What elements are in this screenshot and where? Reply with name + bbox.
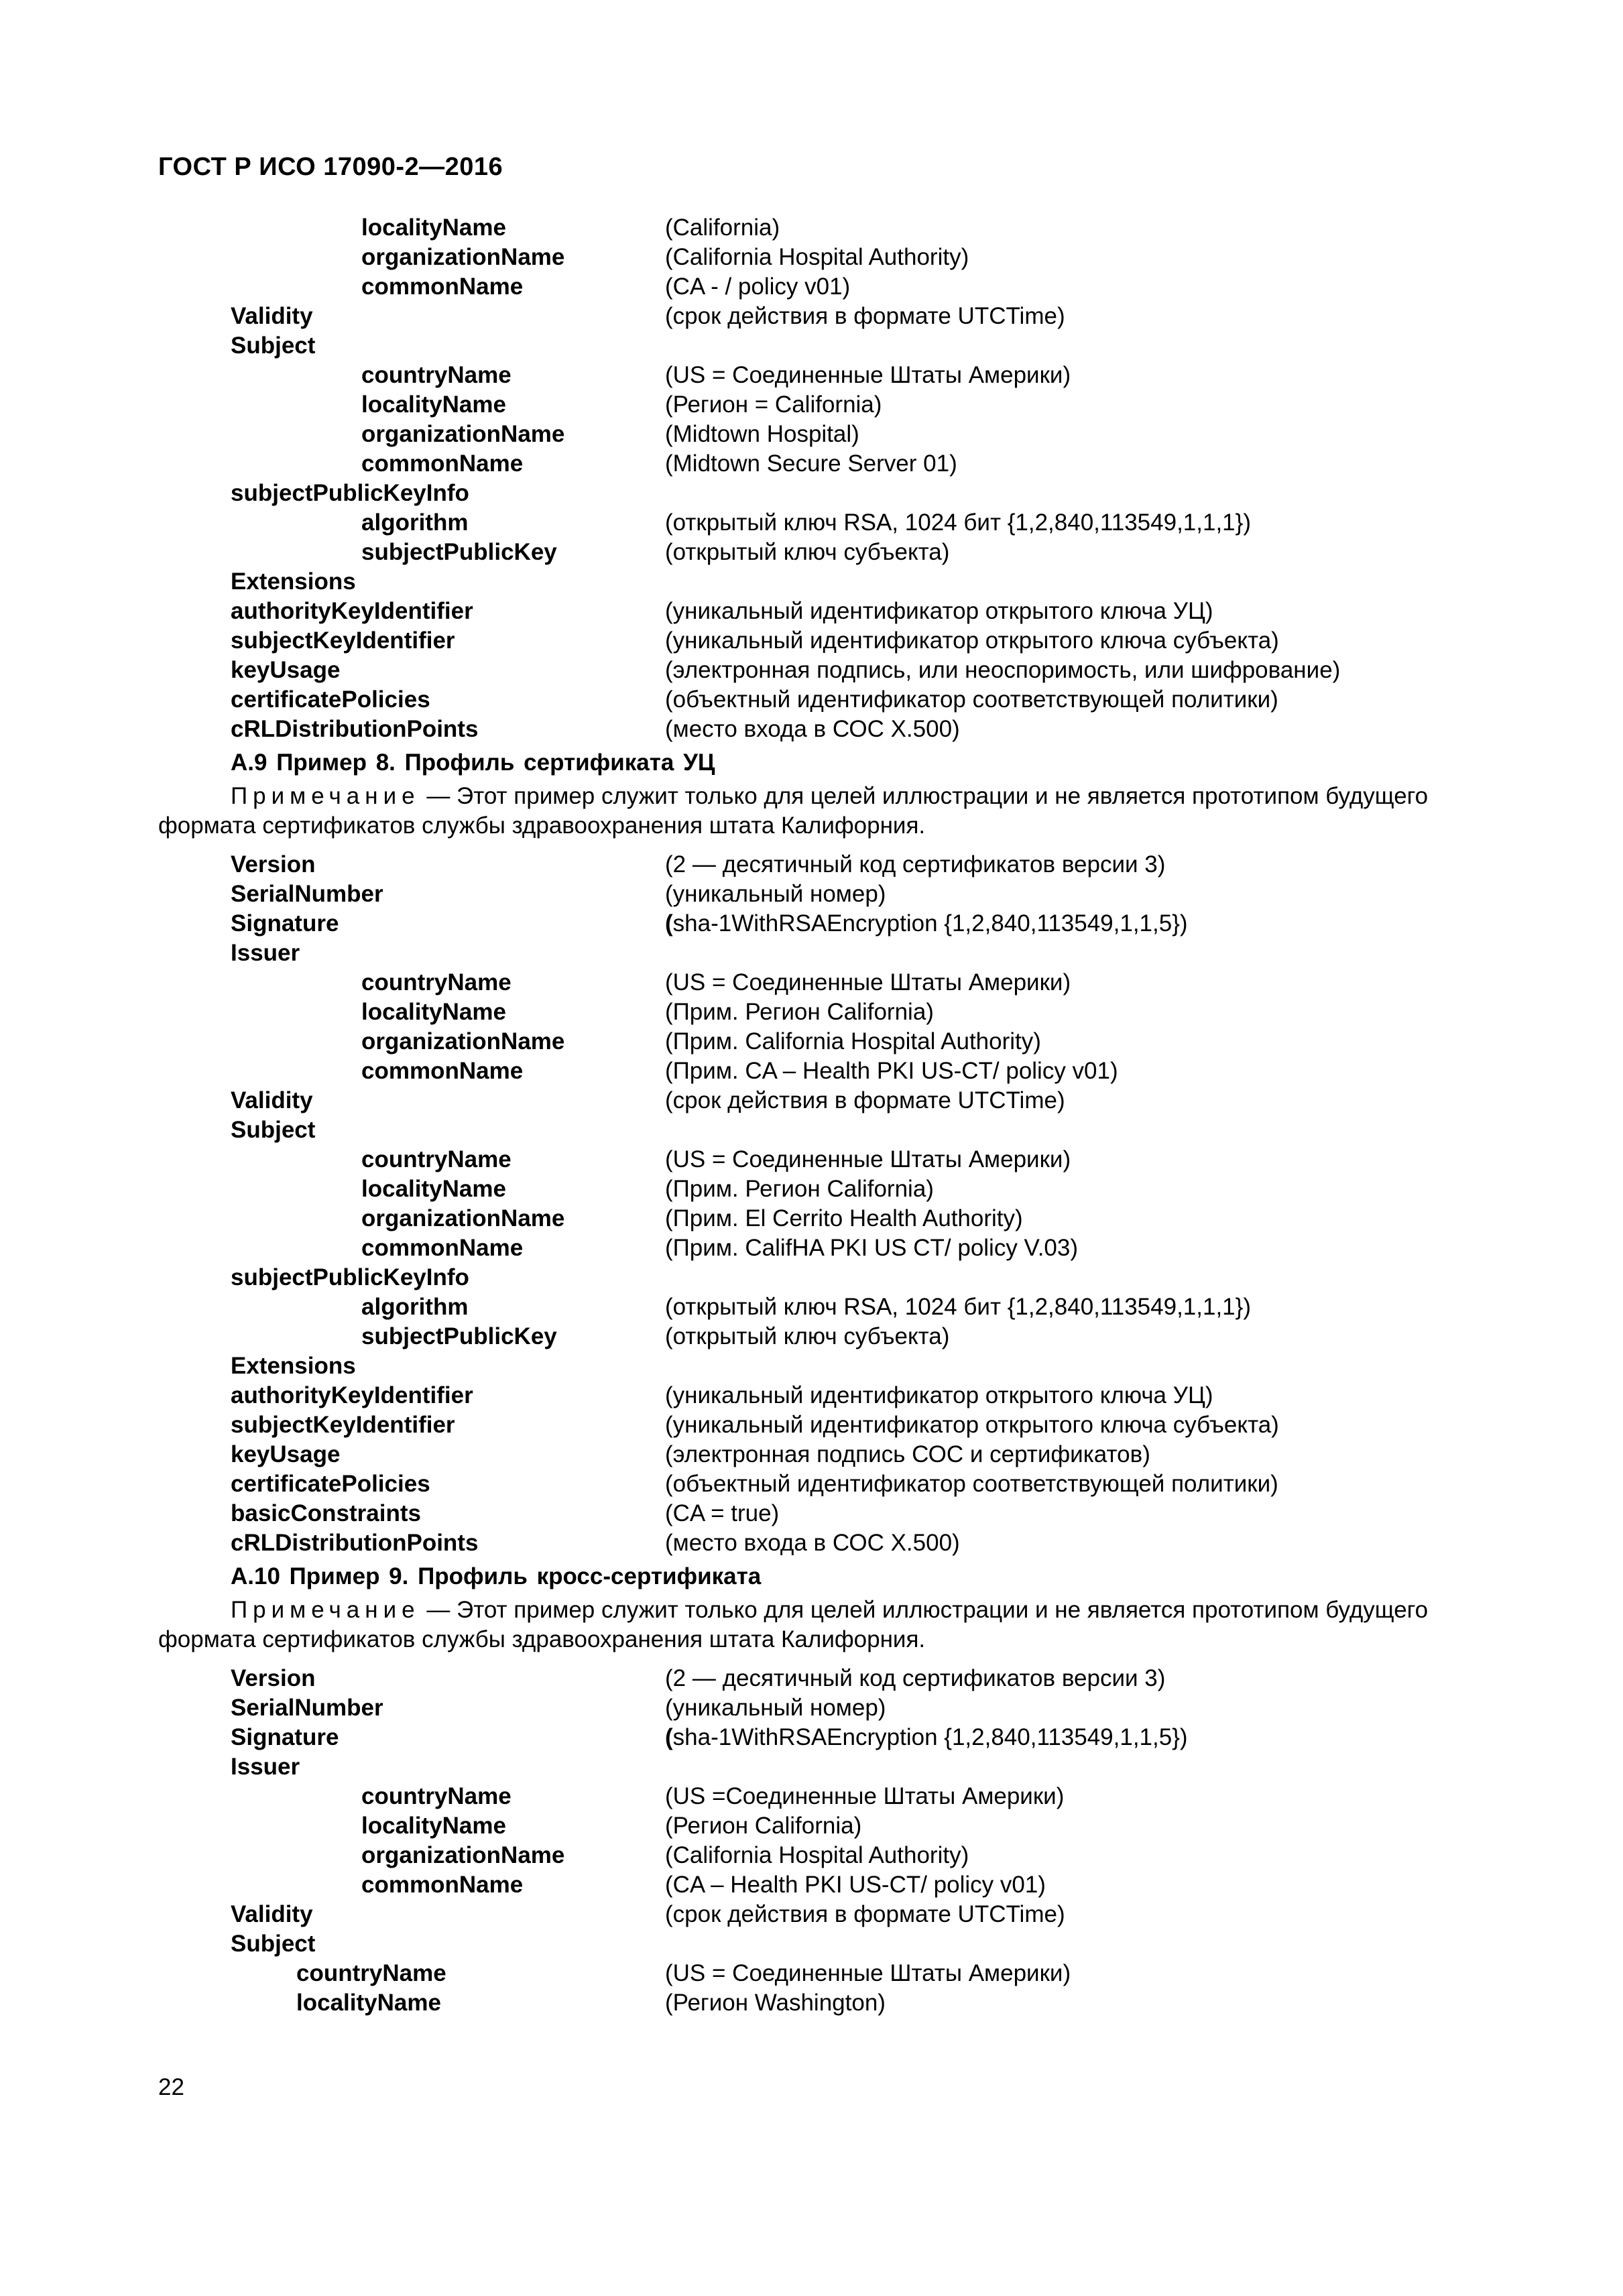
field-name: certificatePolicies	[231, 1471, 430, 1497]
top-certificate-block	[158, 213, 1472, 744]
field-name: countryName	[361, 362, 512, 388]
field-name: organizationName	[361, 1028, 565, 1054]
field-name: commonName	[361, 274, 524, 300]
field-name: Validity	[231, 1901, 313, 1927]
field-name: subjectKeyIdentifier	[231, 627, 455, 654]
field-name: Validity	[231, 303, 313, 329]
note-text: — Этот пример служит только для целей иллюстрации и не является прототипом будущего формата сертификатов службы здравоохранения штата Калифорния.	[158, 1597, 1429, 1652]
field-value	[665, 909, 1188, 939]
field-name: localityName	[361, 1813, 506, 1839]
field-value: (срок действия в формате UTCTime)	[665, 1087, 1065, 1113]
field-value: (US = Соединенные Штаты Америки)	[665, 1960, 1071, 1986]
field-name: commonName	[361, 1872, 524, 1898]
field-row	[158, 1381, 1472, 1410]
field-value: (Регион = California)	[665, 391, 882, 418]
field-row	[158, 715, 1472, 744]
field-name: organizationName	[361, 244, 565, 270]
field-value: (уникальный номер)	[665, 881, 886, 907]
field-value: (место входа в СОС X.500)	[665, 1530, 960, 1556]
page-content	[158, 213, 1472, 2018]
field-row	[158, 968, 1472, 998]
field-row	[158, 1752, 1472, 1782]
field-name: keyUsage	[231, 657, 341, 683]
field-name: certificatePolicies	[231, 686, 430, 713]
field-value: (срок действия в формате UTCTime)	[665, 1901, 1065, 1927]
field-name: countryName	[361, 969, 512, 995]
field-row	[158, 1056, 1472, 1086]
field-name: authorityKeyIdentifier	[231, 1382, 473, 1408]
field-row	[158, 1900, 1472, 1929]
field-row	[158, 1499, 1472, 1528]
field-name: SerialNumber	[231, 881, 383, 907]
field-row	[158, 1693, 1472, 1723]
field-row	[158, 998, 1472, 1027]
field-value: (CA - / policy v01)	[665, 274, 851, 300]
field-value: (Прим. El Cerrito Health Authority)	[665, 1205, 1023, 1231]
field-row	[158, 1723, 1472, 1752]
field-name: cRLDistributionPoints	[231, 716, 479, 742]
field-row	[158, 390, 1472, 420]
field-value: (уникальный идентификатор открытого ключа УЦ)	[665, 598, 1213, 624]
field-value: (электронная подпись СОС и сертификатов)	[665, 1441, 1150, 1467]
field-row	[158, 1292, 1472, 1322]
field-row	[158, 243, 1472, 272]
field-row	[158, 1322, 1472, 1351]
field-name: Signature	[231, 1724, 339, 1750]
section-a9-title: А.9 Пример 8. Профиль сертификата УЦ	[231, 749, 715, 776]
field-name: Extensions	[231, 568, 356, 595]
field-name: localityName	[361, 215, 506, 241]
field-value: (Регион Washington)	[665, 1990, 886, 2016]
field-value: (уникальный идентификатор открытого ключа УЦ)	[665, 1382, 1213, 1408]
field-value: (открытый ключ субъекта)	[665, 1323, 950, 1349]
field-row	[158, 1782, 1472, 1811]
field-value: (объектный идентификатор соответствующей политики)	[665, 686, 1278, 713]
field-name: Validity	[231, 1087, 313, 1113]
field-row	[158, 1870, 1472, 1900]
field-name: subjectPublicKey	[361, 539, 557, 565]
field-row	[158, 850, 1472, 880]
field-name: localityName	[361, 391, 506, 418]
field-row	[158, 302, 1472, 331]
field-row	[158, 1233, 1472, 1263]
field-row	[158, 685, 1472, 715]
field-row	[158, 1959, 1472, 1988]
field-row	[158, 1351, 1472, 1381]
section-a9-profile	[158, 850, 1472, 1558]
field-row	[158, 1664, 1472, 1693]
section-a10-profile	[158, 1664, 1472, 2018]
field-row	[158, 597, 1472, 626]
field-value: (Прим. CalifHA PKI US CT/ policy V.03)	[665, 1235, 1079, 1261]
field-row	[158, 656, 1472, 685]
field-row	[158, 449, 1472, 479]
field-row	[158, 479, 1472, 508]
field-value: (Прим. Регион California)	[665, 1176, 934, 1202]
field-name: Extensions	[231, 1353, 356, 1379]
field-value: (Midtown Secure Server 01)	[665, 450, 957, 477]
field-name: authorityKeyIdentifier	[231, 598, 473, 624]
field-name: localityName	[361, 1176, 506, 1202]
field-row	[158, 508, 1472, 538]
field-name: localityName	[361, 999, 506, 1025]
field-value: (Midtown Hospital)	[665, 421, 859, 447]
field-row	[158, 272, 1472, 302]
field-name: cRLDistributionPoints	[231, 1530, 479, 1556]
field-value: (Прим. California Hospital Authority)	[665, 1028, 1041, 1054]
field-name: subjectKeyIdentifier	[231, 1412, 455, 1438]
field-name: subjectPublicKey	[361, 1323, 557, 1349]
field-row	[158, 1204, 1472, 1233]
note-label: Примечание	[231, 783, 420, 809]
field-name: commonName	[361, 1235, 524, 1261]
field-value: (California Hospital Authority)	[665, 1842, 969, 1868]
field-value: (электронная подпись, или неоспоримость, или шифрование)	[665, 657, 1341, 683]
field-row	[158, 538, 1472, 567]
field-row	[158, 1410, 1472, 1440]
field-row	[158, 1440, 1472, 1469]
field-row	[158, 1929, 1472, 1959]
value-bold-part: (	[665, 1724, 673, 1750]
field-row	[158, 361, 1472, 390]
field-name: algorithm	[361, 1294, 469, 1320]
field-row	[158, 1174, 1472, 1204]
field-name: subjectPublicKeyInfo	[231, 480, 469, 506]
field-value: (US =Соединенные Штаты Америки)	[665, 1783, 1065, 1809]
section-a10-note	[158, 1595, 1499, 1654]
field-value: (место входа в СОС X.500)	[665, 716, 960, 742]
field-value: (Прим. CA – Health PKI US-CT/ policy v01)	[665, 1058, 1118, 1084]
field-value: (объектный идентификатор соответствующей политики)	[665, 1471, 1278, 1497]
field-name: Version	[231, 851, 316, 878]
field-value: (US = Соединенные Штаты Америки)	[665, 969, 1071, 995]
field-row	[158, 1263, 1472, 1292]
field-value: (CA – Health PKI US-CT/ policy v01)	[665, 1872, 1046, 1898]
field-value: (2 — десятичный код сертификатов версии 3)	[665, 851, 1166, 878]
field-value: (уникальный номер)	[665, 1695, 886, 1721]
field-name: Issuer	[231, 1754, 300, 1780]
field-row	[158, 331, 1472, 361]
field-name: SerialNumber	[231, 1695, 383, 1721]
field-value: (US = Соединенные Штаты Америки)	[665, 1146, 1071, 1172]
field-name: keyUsage	[231, 1441, 341, 1467]
field-row	[158, 939, 1472, 968]
field-row	[158, 567, 1472, 597]
field-value: (CA = true)	[665, 1500, 780, 1526]
field-value: (US = Соединенные Штаты Америки)	[665, 362, 1071, 388]
field-value: (открытый ключ субъекта)	[665, 539, 950, 565]
field-value: (открытый ключ RSA, 1024 бит {1,2,840,113549,1,1,1})	[665, 1294, 1251, 1320]
note-label: Примечание	[231, 1597, 420, 1623]
field-value	[665, 1723, 1188, 1752]
section-a10-title: А.10 Пример 9. Профиль кросс-сертификата	[231, 1563, 762, 1589]
document-header: ГОСТ Р ИСО 17090-2—2016	[158, 153, 503, 181]
section-a9-note	[158, 782, 1499, 841]
value-bold-part: (	[665, 910, 673, 936]
field-name: countryName	[361, 1146, 512, 1172]
field-name: Signature	[231, 910, 339, 936]
field-name: Version	[231, 1665, 316, 1691]
field-value: (2 — десятичный код сертификатов версии 3)	[665, 1665, 1166, 1691]
field-value: (срок действия в формате UTCTime)	[665, 303, 1065, 329]
field-row	[158, 1841, 1472, 1870]
field-row	[158, 420, 1472, 449]
note-text: — Этот пример служит только для целей иллюстрации и не является прототипом будущего формата сертификатов службы здравоохранения штата Калифорния.	[158, 783, 1429, 839]
page-number: 22	[158, 2074, 184, 2100]
field-value: (открытый ключ RSA, 1024 бит {1,2,840,113549,1,1,1})	[665, 509, 1251, 536]
value-text: sha-1WithRSAEncryption {1,2,840,113549,1,1,5})	[672, 1724, 1188, 1750]
field-row	[158, 1115, 1472, 1145]
field-name: Issuer	[231, 940, 300, 966]
field-name: algorithm	[361, 509, 469, 536]
field-row	[158, 213, 1472, 243]
value-text: sha-1WithRSAEncryption {1,2,840,113549,1,1,5})	[672, 910, 1188, 936]
field-name: organizationName	[361, 1842, 565, 1868]
field-row	[158, 1988, 1472, 2018]
field-name: commonName	[361, 450, 524, 477]
field-value: (Прим. Регион California)	[665, 999, 934, 1025]
field-row	[158, 1469, 1472, 1499]
field-value: (California)	[665, 215, 780, 241]
field-name: Subject	[231, 1931, 316, 1957]
field-row	[158, 626, 1472, 656]
field-name: basicConstraints	[231, 1500, 421, 1526]
field-name: localityName	[296, 1990, 441, 2016]
field-name: countryName	[361, 1783, 512, 1809]
field-name: Subject	[231, 1117, 316, 1143]
field-name: subjectPublicKeyInfo	[231, 1264, 469, 1290]
field-row	[158, 909, 1472, 939]
field-value: (Регион California)	[665, 1813, 862, 1839]
field-name: organizationName	[361, 421, 565, 447]
field-name: organizationName	[361, 1205, 565, 1231]
field-name: Subject	[231, 333, 316, 359]
field-name: countryName	[296, 1960, 446, 1986]
field-row	[158, 880, 1472, 909]
field-row	[158, 1086, 1472, 1115]
field-row	[158, 1811, 1472, 1841]
field-row	[158, 1145, 1472, 1174]
field-value: (уникальный идентификатор открытого ключа субъекта)	[665, 1412, 1279, 1438]
field-value: (California Hospital Authority)	[665, 244, 969, 270]
field-row	[158, 1027, 1472, 1056]
field-value: (уникальный идентификатор открытого ключа субъекта)	[665, 627, 1279, 654]
field-name: commonName	[361, 1058, 524, 1084]
field-row	[158, 1528, 1472, 1558]
